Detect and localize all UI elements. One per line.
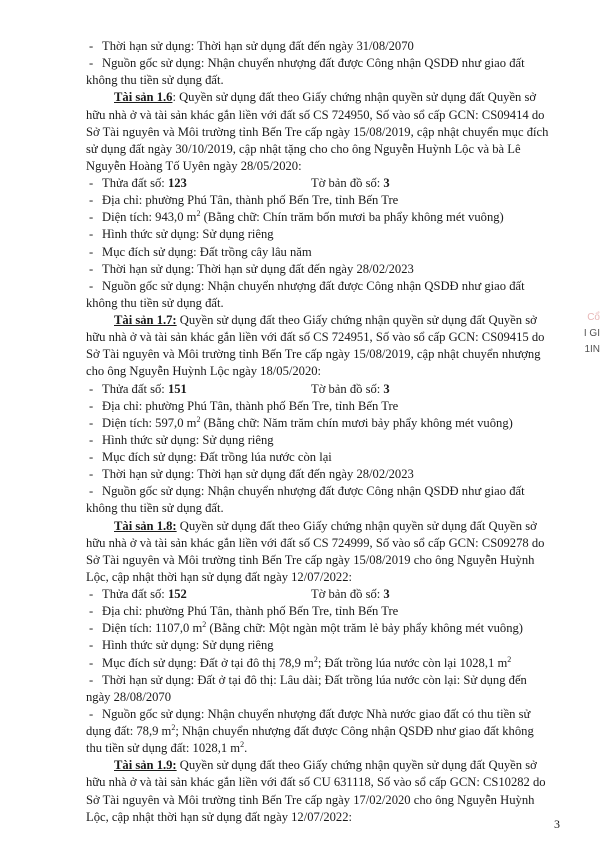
bullet-nguon-goc <box>86 483 558 500</box>
bullet-nguon-goc <box>86 278 558 295</box>
text: Nguồn gốc sử dụng: Nhận chuyển nhượng đất được Công nhận QSDĐ như giao đất <box>102 278 525 293</box>
text: Thời hạn sử dụng: Thời hạn sử dụng đất đến ngày 28/02/2023 <box>102 261 414 276</box>
text: Địa chỉ: phường Phú Tân, thành phố Bến Tre, tỉnh Bến Tre <box>102 193 399 208</box>
bullet-dien-tich <box>86 415 558 432</box>
continuation <box>86 723 558 740</box>
section-heading-1-8 <box>86 518 558 535</box>
text: : Quyền sử dụng đất theo Giấy chứng nhận quyền sử dụng đất Quyền sở <box>172 90 537 105</box>
section-label: Tài sản 1.6 <box>114 90 173 105</box>
text: Mục đích sử dụng: Đất trồng cây lâu năm <box>102 244 312 259</box>
text: dụng đất: 78,9 m <box>86 724 172 738</box>
text: Nguồn gốc sử dụng: Nhận chuyển nhượng đất được Nhà nước giao đất có thu tiền sử <box>102 706 531 721</box>
continuation: không thu tiền sử dụng đất. <box>86 73 224 88</box>
map-sheet <box>311 175 390 192</box>
edge-mark: Cổ <box>587 312 600 323</box>
text: Tờ bản đồ số: <box>311 587 384 601</box>
paragraph-line: Sở Tài nguyên và Môi trường tỉnh Bến Tre cấp ngày 17/02/2020 cho ông Nguyễn Huỳnh <box>86 792 535 807</box>
text: Hình thức sử dụng: Sử dụng riêng <box>102 638 274 653</box>
text: Thời hạn sử dụng: Thời hạn sử dụng đất đến ngày 31/08/2070 <box>102 39 414 53</box>
document-body <box>86 38 558 826</box>
bullet-thoi-han <box>86 672 558 689</box>
text: Thửa đất số: <box>102 587 168 601</box>
text: Thửa đất số: <box>102 176 168 190</box>
continuation <box>86 740 558 757</box>
section-heading-1-6 <box>86 89 558 106</box>
text: Hình thức sử dụng: Sử dụng riêng <box>102 432 274 447</box>
text: Diện tích: 943,0 m <box>102 210 197 225</box>
paragraph-line: Sở Tài nguyên và Môi trường tỉnh Bến Tre cấp ngày 15/08/2019 cho ông Nguyễn Huỳnh <box>86 552 535 567</box>
map-sheet-number: 3 <box>383 176 390 190</box>
paragraph-line: hữu nhà ở và tài sản khác gắn liền với đất số CU 631118, Số vào sổ cấp GCN: CS10282 do <box>86 775 546 790</box>
bullet-muc-dich <box>86 655 558 672</box>
paragraph-line: Lộc, cập nhật thời hạn sử dụng đất ngày 12/07/2022: <box>86 569 353 584</box>
paragraph-line: cho ông Nguyễn Huỳnh Lộc ngày 18/05/2020: <box>86 364 322 379</box>
text: thu tiền sử dụng đất: 1028,1 m <box>86 741 241 756</box>
bullet-hinh-thuc <box>86 226 558 243</box>
text: Diện tích: 1107,0 m <box>102 621 203 636</box>
text: Tờ bản đồ số: <box>311 381 384 396</box>
edge-mark: I GI <box>583 328 600 339</box>
right-edge-stamp-fragments <box>582 310 600 440</box>
bullet-dien-tich <box>86 620 558 637</box>
text: Mục đích sử dụng: Đất ở tại đô thị 78,9 m <box>102 655 314 670</box>
superscript: 2 <box>202 620 207 630</box>
section-label: Tài sản 1.9: <box>114 758 177 773</box>
bullet-thoi-han <box>86 466 558 483</box>
continuation: ngày 28/08/2070 <box>86 689 172 704</box>
text: ; Nhận chuyển nhượng đất được Công nhận QSDĐ như giao đất không <box>175 724 534 738</box>
superscript: 2 <box>240 739 245 749</box>
paragraph-line: hữu nhà ở và tài sản khác gắn liền với đất số CS 724999, Số vào sổ cấp GCN: CS09278 do <box>86 535 545 550</box>
text: (Bằng chữ: Một ngàn một trăm lẻ bảy phẩy không mét vuông) <box>206 621 523 636</box>
text: ; Đất trồng lúa nước còn lại 1028,1 m <box>317 655 508 670</box>
text: (Bằng chữ: Chín trăm bốn mươi ba phẩy không mét vuông) <box>200 210 504 225</box>
bullet-thua-dat <box>86 586 558 603</box>
superscript: 2 <box>196 209 201 219</box>
parcel-number: 152 <box>167 587 187 601</box>
text: Địa chỉ: phường Phú Tân, thành phố Bến Tre, tỉnh Bến Tre <box>102 604 399 619</box>
bullet-dia-chi <box>86 192 558 209</box>
map-sheet <box>311 381 390 398</box>
text: (Bằng chữ: Năm trăm chín mươi bảy phẩy không mét vuông) <box>200 415 513 430</box>
section-heading-1-7 <box>86 312 558 329</box>
map-sheet <box>311 586 390 603</box>
bullet-thua-dat <box>86 381 558 398</box>
section-heading-1-9 <box>86 757 558 774</box>
text: Quyền sử dụng đất theo Giấy chứng nhận quyền sử dụng đất Quyền sở <box>176 758 537 773</box>
text: . <box>244 741 248 756</box>
map-sheet-number: 3 <box>383 587 390 601</box>
bullet-dien-tich <box>86 209 558 226</box>
paragraph-line: hữu nhà ở và tài sản khác gắn liền với đất số CS 724950, Số vào sổ cấp GCN: CS09414 do <box>86 107 545 122</box>
paragraph-line: sử dụng đất ngày 30/10/2019, cập nhật tặng cho cho ông Nguyễn Huỳnh Lộc và bà Lê <box>86 141 521 156</box>
paragraph-line: Sở Tài nguyên và Môi trường tỉnh Bến Tre cấp ngày 15/08/2019, cập nhật chuyển nhượng <box>86 347 541 362</box>
text: Thửa đất số: <box>102 381 168 396</box>
paragraph-line: Lộc, cập nhật thời hạn sử dụng đất ngày 12/07/2022: <box>86 809 353 824</box>
text: Thời hạn sử dụng: Thời hạn sử dụng đất đến ngày 28/02/2023 <box>102 467 414 482</box>
text: Tờ bản đồ số: <box>311 176 384 190</box>
text: Hình thức sử dụng: Sử dụng riêng <box>102 227 274 242</box>
text: Thời hạn sử dụng: Đất ở tại đô thị: Lâu dài; Đất trồng lúa nước còn lại: Sử dụng đến <box>102 672 527 687</box>
paragraph-line: Nguyễn Hoàng Tố Uyên ngày 28/05/2020: <box>86 158 302 173</box>
text: Quyền sử dụng đất theo Giấy chứng nhận quyền sử dụng đất Quyền sở <box>176 313 537 327</box>
bullet-hinh-thuc <box>86 432 558 449</box>
bullet-muc-dich <box>86 449 558 466</box>
text: Địa chỉ: phường Phú Tân, thành phố Bến Tre, tỉnh Bến Tre <box>102 398 399 413</box>
superscript: 2 <box>507 654 512 664</box>
edge-mark: 1IN <box>584 344 600 355</box>
bullet-nguon-goc <box>86 55 558 72</box>
paragraph-line: hữu nhà ở và tài sản khác gắn liền với đất số CS 724951, Số vào sổ cấp GCN: CS09415 do <box>86 330 545 345</box>
section-label: Tài sản 1.7: <box>114 313 177 327</box>
bullet-nguon-goc <box>86 706 558 723</box>
text: Diện tích: 597,0 m <box>102 415 197 430</box>
superscript: 2 <box>196 414 201 424</box>
paragraph-line: Sở Tài nguyên và Môi trường tỉnh Bến Tre cấp ngày 15/08/2019, cập nhật chuyển mục đích <box>86 124 549 139</box>
continuation: không thu tiền sử dụng đất. <box>86 295 224 310</box>
bullet-muc-dich <box>86 244 558 261</box>
bullet-thua-dat <box>86 175 558 192</box>
text: Quyền sử dụng đất theo Giấy chứng nhận quyền sử dụng đất Quyền sở <box>176 518 537 533</box>
section-label: Tài sản 1.8: <box>114 518 177 533</box>
text: Nguồn gốc sử dụng: Nhận chuyển nhượng đất được Công nhận QSDĐ như giao đất <box>102 56 525 71</box>
bullet-thoi-han <box>86 38 558 55</box>
continuation: không thu tiền sử dụng đất. <box>86 501 224 516</box>
text: Mục đích sử dụng: Đất trồng lúa nước còn lại <box>102 450 332 464</box>
map-sheet-number: 3 <box>383 381 390 396</box>
bullet-dia-chi <box>86 603 558 620</box>
bullet-dia-chi <box>86 398 558 415</box>
text: Nguồn gốc sử dụng: Nhận chuyển nhượng đất được Công nhận QSDĐ như giao đất <box>102 484 525 499</box>
superscript: 2 <box>171 722 176 732</box>
bullet-hinh-thuc <box>86 637 558 654</box>
page-number: 3 <box>554 816 560 831</box>
superscript: 2 <box>313 654 318 664</box>
parcel-number: 151 <box>167 381 187 396</box>
bullet-thoi-han <box>86 261 558 278</box>
parcel-number: 123 <box>167 176 187 190</box>
